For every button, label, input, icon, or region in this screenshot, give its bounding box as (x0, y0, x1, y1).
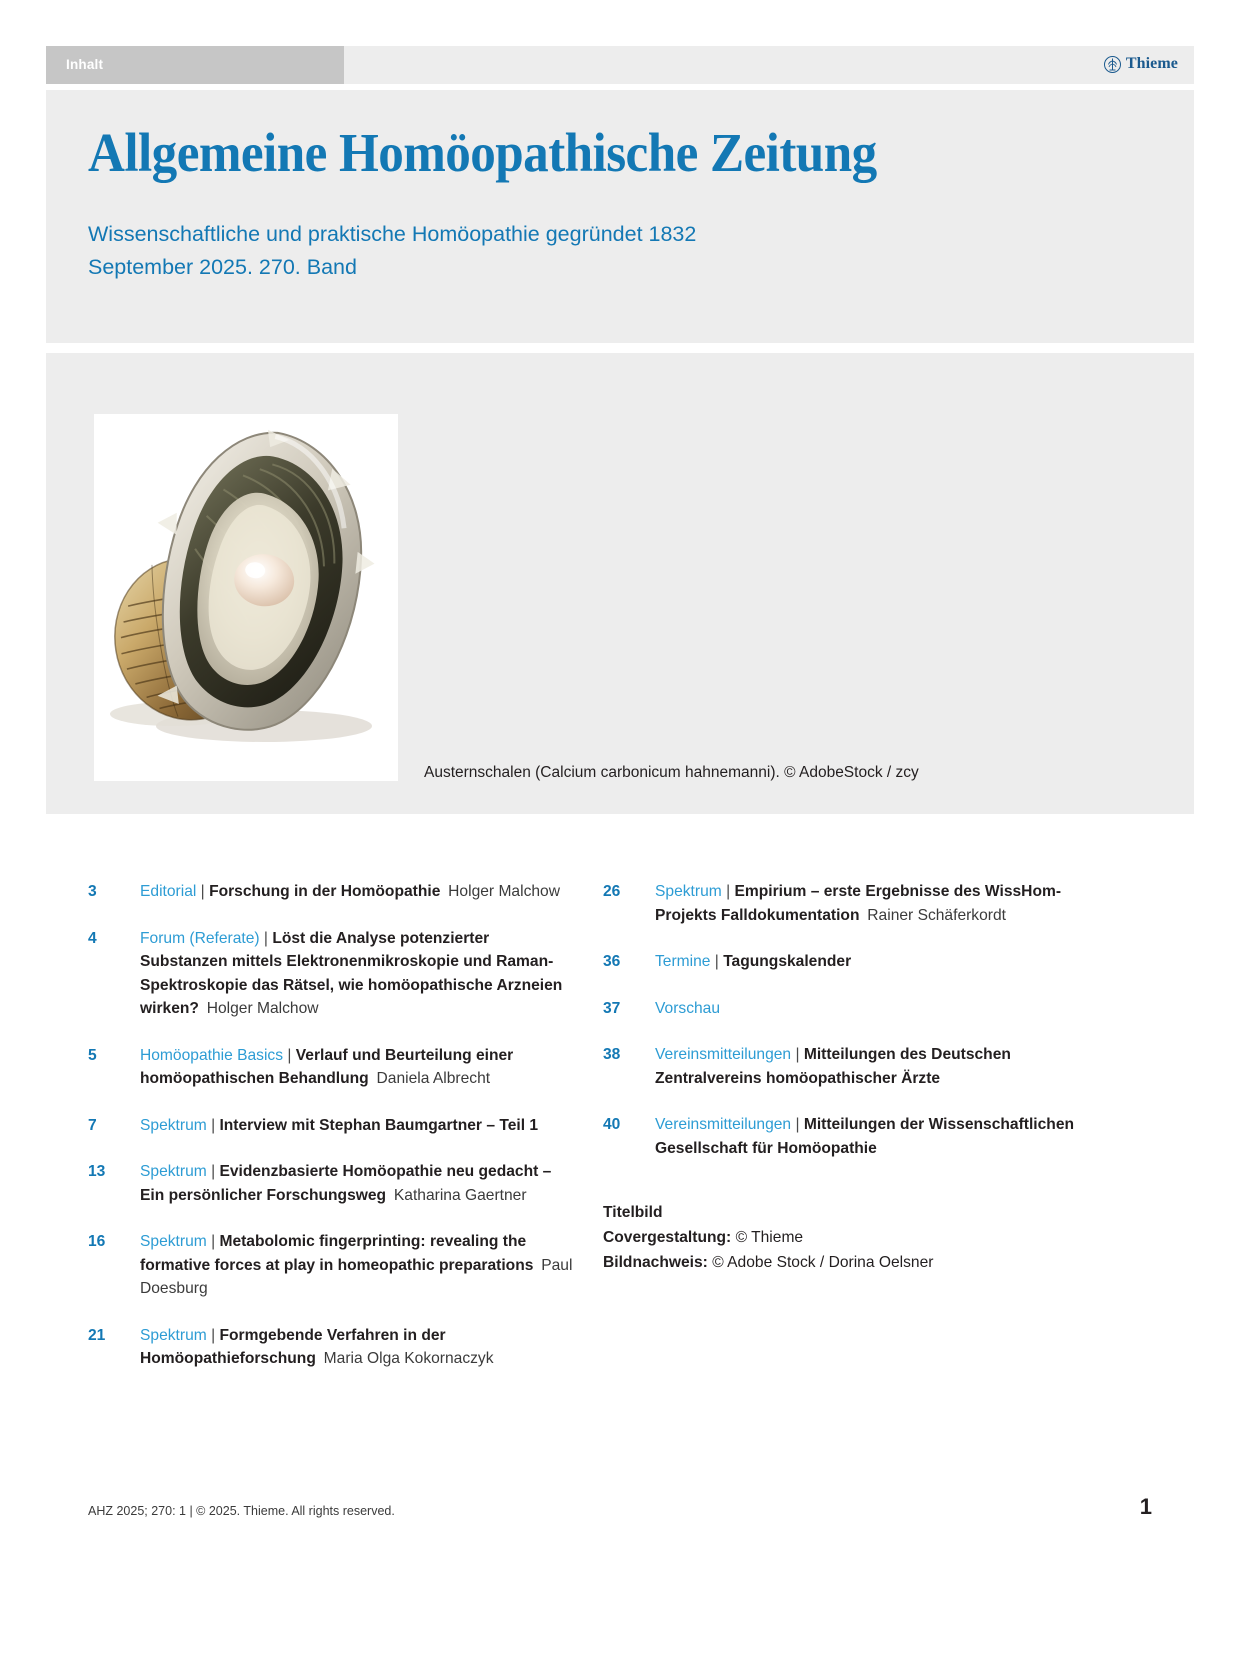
toc-entry-separator: | (206, 1163, 220, 1180)
toc-entry-section[interactable]: Vorschau (655, 999, 721, 1017)
toc-entry-separator: | (710, 953, 724, 970)
oyster-illustration-icon (94, 414, 398, 781)
toc-entry-author: Holger Malchow (198, 1000, 319, 1017)
toc-entry-section[interactable]: Termine (655, 953, 711, 970)
toc-entry-author: Katharina Gaertner (386, 1186, 527, 1204)
toc-entry-title[interactable]: Verlauf und Beurteilung einer homöopathischen Behandlung (140, 1046, 514, 1087)
thieme-wordmark: Thieme (1125, 55, 1178, 72)
toc-entry[interactable] (603, 1113, 1093, 1160)
toc-entry-page[interactable]: 37 (603, 999, 621, 1017)
toc-entry[interactable] (603, 880, 1093, 927)
toc-entry-page[interactable]: 26 (603, 883, 621, 900)
footer-citation: AHZ 2025; 270: 1 | © 2025. Thieme. All rights reserved. (88, 1504, 395, 1518)
running-head (46, 46, 1194, 84)
toc-entry-separator: | (283, 1046, 296, 1064)
toc-entry[interactable] (88, 1230, 578, 1301)
toc-entry[interactable] (88, 1114, 578, 1138)
toc-entry-title[interactable]: Tagungskalender (723, 953, 852, 970)
toc-entry[interactable] (88, 1044, 578, 1091)
toc-entry[interactable] (88, 927, 578, 1021)
toc-entry[interactable] (88, 880, 578, 904)
toc-entry[interactable] (603, 1043, 1093, 1090)
toc-entry-separator: | (196, 883, 210, 900)
cover-design-value: © Thieme (731, 1229, 804, 1246)
toc-entry-title[interactable]: Mitteilungen des Deutschen Zentralvereins homöopathischer Ärzte (655, 1046, 1011, 1087)
journal-subtitle-line-2: September 2025. 270. Band (88, 255, 357, 279)
toc-entry-author: Rainer Schäferkordt (859, 906, 1006, 924)
toc-entry-section[interactable]: Spektrum (655, 883, 722, 900)
toc-column-right (603, 880, 1093, 1183)
toc-column-left (88, 880, 578, 1394)
toc-entry[interactable] (603, 950, 1093, 974)
toc-entry-separator: | (791, 1046, 804, 1063)
toc-entry-title[interactable]: Metabolomic fingerprinting: revealing the formative forces at play in homeopathic preparations (140, 1233, 534, 1274)
toc-entry-section[interactable]: Spektrum (140, 1233, 207, 1250)
toc-entry-title[interactable]: Formgebende Verfahren in der Homöopathieforschung (140, 1326, 446, 1367)
oyster-shells-photo (94, 414, 398, 781)
cover-image-panel (46, 353, 1194, 814)
toc-entry-section[interactable]: Spektrum (140, 1163, 207, 1180)
toc-entry-author: Paul Doesburg (140, 1256, 573, 1297)
thieme-tree-icon (1104, 56, 1121, 73)
toc-entry-page[interactable]: 40 (603, 1116, 621, 1133)
toc-entry-page[interactable]: 5 (88, 1046, 97, 1064)
toc-entry-section[interactable]: Editorial (140, 883, 197, 900)
toc-entry-section[interactable]: Spektrum (140, 1116, 207, 1134)
toc-entry-author: Holger Malchow (440, 883, 560, 900)
toc-entry-separator: | (206, 1326, 220, 1344)
toc-entry[interactable] (603, 997, 1093, 1021)
image-credit-line (603, 1250, 933, 1275)
cover-image-caption: Austernschalen (Calcium carbonicum hahnemanni). © AdobeStock / zcy (424, 764, 919, 781)
toc-entry-section[interactable]: Homöopathie Basics (140, 1046, 284, 1064)
toc-entry-page[interactable]: 16 (88, 1233, 106, 1250)
toc-entry-page[interactable]: 4 (88, 929, 97, 947)
toc-entry-separator: | (721, 883, 735, 900)
cover-design-label: Covergestaltung: (603, 1229, 732, 1246)
footer-page-number: 1 (1139, 1494, 1152, 1519)
toc-entry-author: Daniela Albrecht (368, 1070, 491, 1087)
toc-entry-title[interactable]: Löst die Analyse potenzierter Substanzen mittels Elektronenmikroskopie und Raman-Spektroskopie das Rätsel, wie homöopathische Arzneien wirken? (140, 929, 563, 1017)
toc-entry-title[interactable]: Evidenzbasierte Homöopathie neu gedacht – Ein persönlicher Forschungsweg (140, 1163, 552, 1204)
toc-entry-section[interactable]: Forum (Referate) (140, 929, 260, 947)
image-credit-value: © Adobe Stock / Dorina Oelsner (707, 1254, 934, 1271)
journal-subtitle-line-1: Wissenschaftliche und praktische Homöopathie gegründet 1832 (88, 222, 697, 246)
toc-entry-page[interactable]: 13 (88, 1163, 106, 1180)
journal-subtitle (88, 218, 696, 284)
toc-entry-section[interactable]: Vereinsmitteilungen (655, 1116, 792, 1133)
toc-entry-title[interactable]: Mitteilungen der Wissenschaftlichen Gesellschaft für Homöopathie (655, 1116, 1075, 1157)
toc-entry-title[interactable]: Interview mit Stephan Baumgartner – Teil 1 (219, 1116, 539, 1134)
toc-entry-page[interactable]: 21 (88, 1326, 106, 1344)
toc-entry-page[interactable]: 36 (603, 953, 621, 970)
toc-entry-section[interactable]: Vereinsmitteilungen (655, 1046, 792, 1063)
toc-entry-separator: | (259, 929, 273, 947)
thieme-logo (1104, 55, 1178, 73)
toc-entry-page[interactable]: 38 (603, 1046, 621, 1063)
toc-entry-title[interactable]: Empirium – erste Ergebnisse des WissHom-Projekts Falldokumentation (655, 883, 1062, 924)
masthead-panel (46, 90, 1194, 343)
toc-entry-page[interactable]: 7 (88, 1116, 97, 1134)
toc-entry[interactable] (88, 1324, 578, 1371)
toc-entry-separator: | (791, 1116, 804, 1133)
toc-entry-title[interactable]: Forschung in der Homöopathie (209, 883, 441, 900)
cover-design-line (603, 1225, 933, 1250)
cover-credits-block (603, 1200, 933, 1275)
toc-entry[interactable] (88, 1160, 578, 1207)
toc-entry-author: Maria Olga Kokornaczyk (315, 1350, 494, 1367)
image-credit-label: Bildnachweis: (603, 1254, 708, 1271)
toc-entry-separator: | (206, 1233, 220, 1250)
toc-entry-section[interactable]: Spektrum (140, 1326, 207, 1344)
cover-credits-heading: Titelbild (603, 1204, 663, 1221)
toc-entry-separator: | (206, 1116, 220, 1134)
toc-entry-page[interactable]: 3 (88, 883, 97, 900)
journal-title: Allgemeine Homöopathische Zeitung (88, 122, 877, 183)
running-head-label: Inhalt (66, 57, 104, 72)
